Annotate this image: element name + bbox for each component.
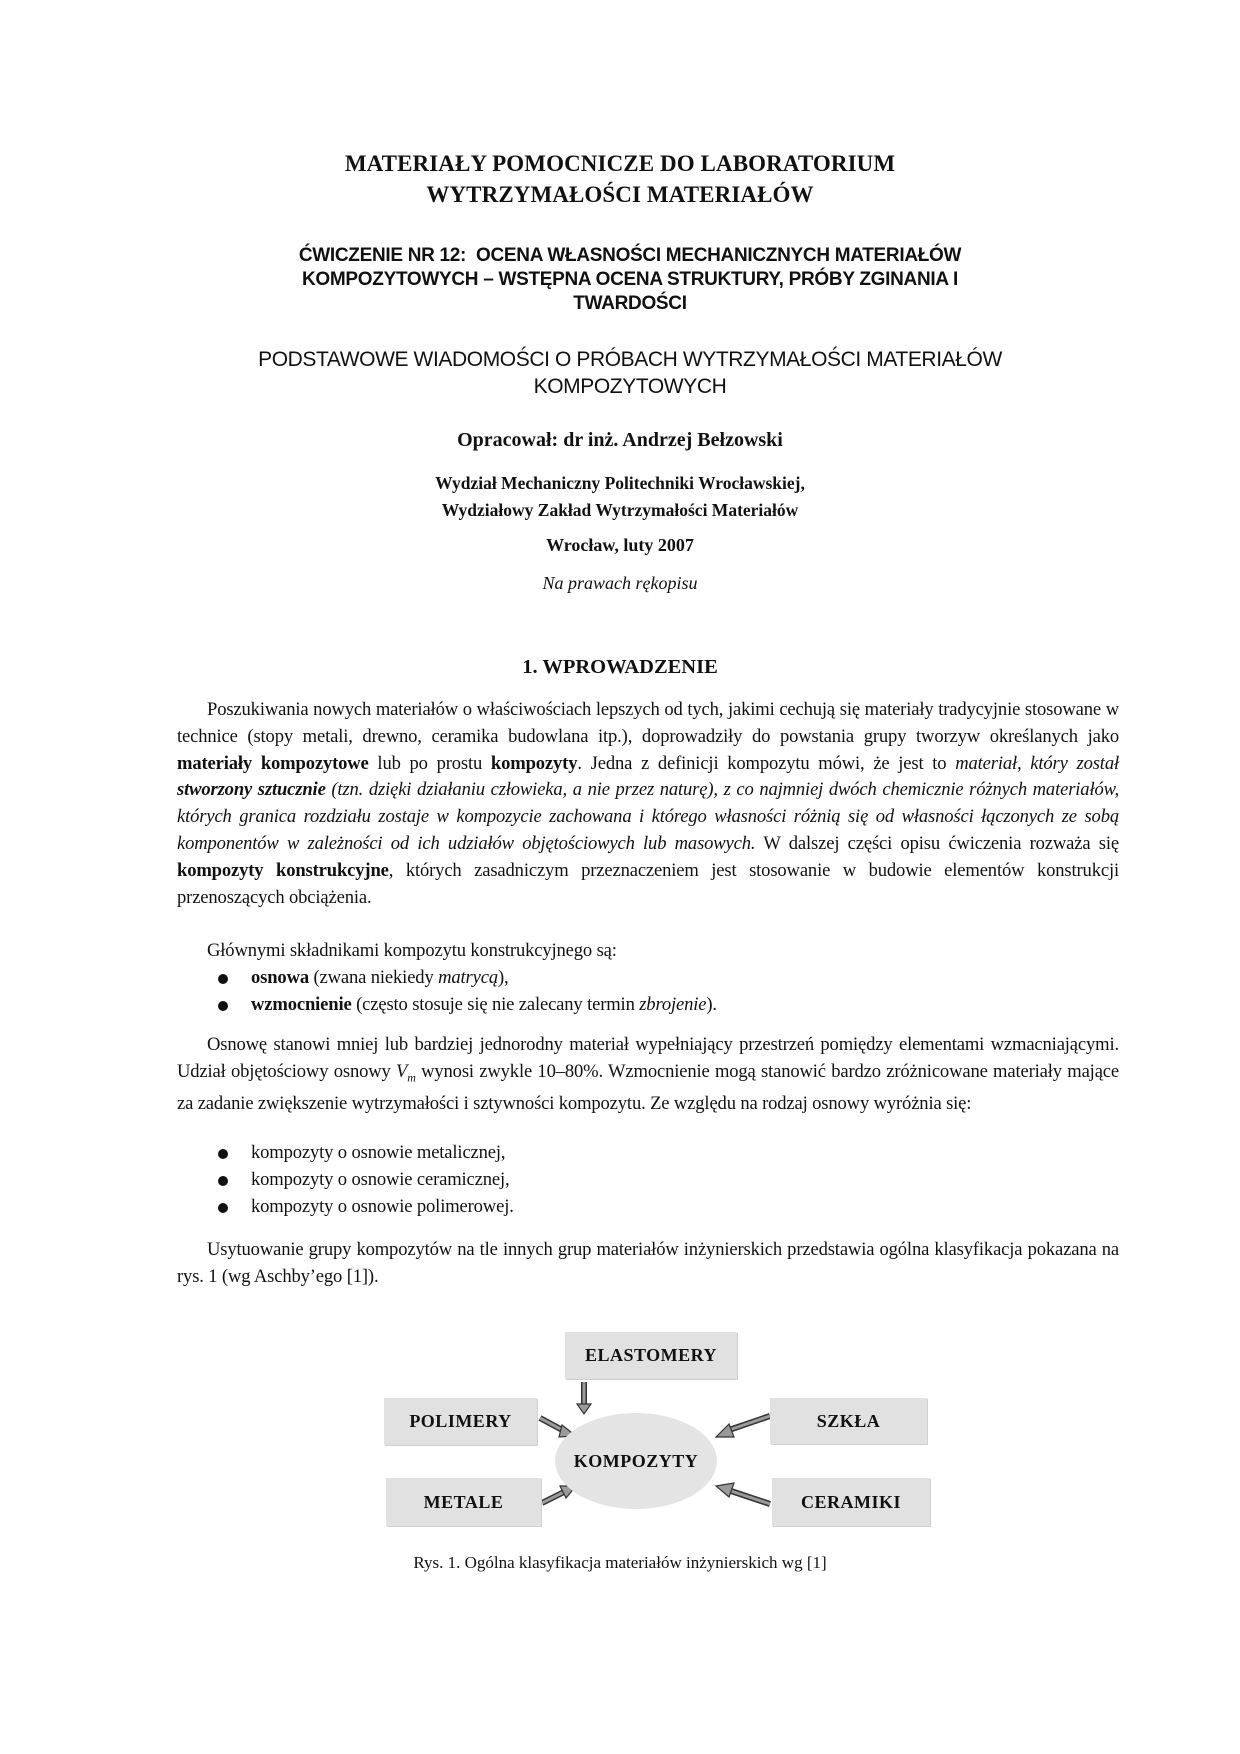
matrix-types-list bbox=[177, 1140, 1119, 1220]
arrow-up-left-icon bbox=[716, 1483, 770, 1504]
affiliation bbox=[0, 470, 1240, 524]
term-composites: kompozyty bbox=[490, 752, 578, 774]
affiliation-line-1: Wydział Mechaniczny Politechniki Wrocławskiej, bbox=[435, 473, 805, 493]
bullet-icon bbox=[218, 1149, 228, 1159]
component-alt-term: matrycą bbox=[438, 967, 498, 988]
place-date: Wrocław, luty 2007 bbox=[546, 535, 694, 555]
intro-text: Poszukiwania nowych materiałów o właściwościach lepszych od tych, jakimi cechują się materiały tradycyjnie stosowane w technice (stopy metali, drewno, ceramika budowlana itp.), doprowadziły do powstania grupy tworzyw określanych jako bbox=[177, 699, 1119, 747]
exercise-title bbox=[200, 244, 1060, 316]
bullet-icon bbox=[218, 1001, 228, 1011]
matrix-paragraph bbox=[177, 1032, 1119, 1118]
intro-text: lub po prostu bbox=[368, 752, 491, 774]
subtitle-line-2: KOMPOZYTOWYCH bbox=[533, 375, 727, 398]
subtitle bbox=[170, 346, 1090, 400]
bullet-icon bbox=[218, 1203, 228, 1213]
subtitle-line-1: PODSTAWOWE WIADOMOŚCI O PRÓBACH WYTRZYMAŁOŚCI MATERIAŁÓW bbox=[258, 348, 1002, 371]
bullet-icon bbox=[218, 974, 228, 984]
matrix-text: Osnowę stanowi mniej lub bardziej jednorodny materiał wypełniający przestrzeń pomiędzy elementami wzmacniającymi. Udział objętościowy osnowy bbox=[177, 1034, 1119, 1082]
volume-fraction-symbol: V bbox=[396, 1060, 408, 1082]
arrow-down-icon bbox=[577, 1382, 591, 1414]
arrow-down-left-icon bbox=[716, 1416, 770, 1437]
volume-fraction-subscript: m bbox=[407, 1070, 416, 1085]
node-metals: METALE bbox=[386, 1478, 541, 1526]
intro-text: . Jedna z definicji kompozytu mówi, że jest to bbox=[577, 752, 956, 774]
matrix-type: kompozyty o osnowie ceramicznej, bbox=[251, 1168, 510, 1190]
matrix-type: kompozyty o osnowie metalicznej, bbox=[251, 1142, 506, 1163]
list-item bbox=[177, 965, 1119, 992]
main-title-line-1: MATERIAŁY POMOCNICZE DO LABORATORIUM bbox=[344, 151, 896, 176]
affiliation-line-2: Wydziałowy Zakład Wytrzymałości Materiałów bbox=[441, 500, 799, 520]
exercise-title-line-2: KOMPOZYTOWYCH – WSTĘPNA OCENA STRUKTURY, PRÓBY ZGINANIA I bbox=[301, 269, 959, 290]
positioning-text: Usytuowanie grupy kompozytów na tle innych grup materiałów inżynierskich przedstawia ogólna klasyfikacja pokazana na rys. 1 (wg Aschby’ego [1]). bbox=[177, 1239, 1119, 1287]
list-item bbox=[177, 992, 1119, 1019]
node-glasses: SZKŁA bbox=[770, 1398, 927, 1444]
definition-text: (tzn. dzięki działaniu człowieka, a nie przez naturę), z co najmniej dwóch chemicznie różnych materiałów, których granica rozdziału zostaje w kompozycie zachowana i którego własności różnią się od własności łączonych ze sobą komponentów w zależności od ich udziałów objętościowych lub masowych. bbox=[177, 779, 1119, 854]
positioning-paragraph bbox=[177, 1237, 1119, 1291]
intro-text: W dalszej części opisu ćwiczenia rozważa się bbox=[755, 832, 1119, 854]
matrix-type: kompozyty o osnowie polimerowej. bbox=[251, 1195, 514, 1217]
list-item bbox=[177, 1194, 1119, 1221]
author-line: Opracował: dr inż. Andrzej Bełzowski bbox=[457, 429, 783, 451]
list-item bbox=[177, 1167, 1119, 1194]
section-heading: 1. WPROWADZENIE bbox=[522, 656, 718, 678]
classification-diagram bbox=[370, 1310, 940, 1550]
bullet-icon bbox=[218, 1176, 228, 1186]
node-elastomers: ELASTOMERY bbox=[565, 1332, 737, 1379]
component-text-end: ). bbox=[706, 993, 717, 1015]
exercise-title-line-3: TWARDOŚCI bbox=[573, 293, 687, 314]
intro-text: , których zasadniczym przeznaczeniem jest stosowanie w budowie elementów konstrukcji przenoszących obciążenia. bbox=[177, 859, 1119, 908]
list-item bbox=[177, 1140, 1119, 1167]
node-polymers: POLIMERY bbox=[384, 1398, 537, 1445]
figure-caption: Rys. 1. Ogólna klasyfikacja materiałów inżynierskich wg [1] bbox=[413, 1553, 827, 1572]
component-alt-term: zbrojenie bbox=[639, 993, 707, 1015]
node-ceramics: CERAMIKI bbox=[772, 1478, 930, 1526]
component-text: (często stosuje się nie zalecany termin bbox=[351, 993, 640, 1015]
exercise-title-line-1: ĆWICZENIE NR 12: OCENA WŁASNOŚCI MECHANICZNYCH MATERIAŁÓW bbox=[298, 245, 962, 266]
main-title-line-2: WYTRZYMAŁOŚCI MATERIAŁÓW bbox=[426, 182, 814, 207]
component-text: (zwana niekiedy bbox=[309, 967, 439, 988]
component-text-end: ), bbox=[498, 967, 509, 988]
components-list bbox=[177, 965, 1119, 1019]
definition-emphasis: stworzony sztucznie bbox=[177, 779, 326, 801]
intro-paragraph bbox=[177, 697, 1119, 911]
manuscript-note: Na prawach rękopisu bbox=[542, 573, 698, 593]
term-composite-materials: materiały kompozytowe bbox=[177, 752, 369, 774]
components-lead bbox=[177, 938, 1119, 965]
matrix-text: wynosi zwykle 10–80%. Wzmocnienie mogą stanowić bardzo zróżnicowane materiały mające za zadanie zwiększenie wytrzymałości i sztywności kompozytu. Ze względu na rodzaj osnowy wyróżnia się: bbox=[177, 1060, 1119, 1115]
term-structural-composites: kompozyty konstrukcyjne bbox=[177, 859, 389, 881]
component-name: wzmocnienie bbox=[251, 993, 352, 1015]
definition-text: materiał, który został bbox=[955, 752, 1119, 774]
node-composites: KOMPOZYTY bbox=[555, 1413, 717, 1509]
component-name: osnowa bbox=[251, 967, 309, 988]
components-lead-text: Głównymi składnikami kompozytu konstrukcyjnego są: bbox=[207, 940, 617, 961]
main-title bbox=[0, 148, 1240, 210]
